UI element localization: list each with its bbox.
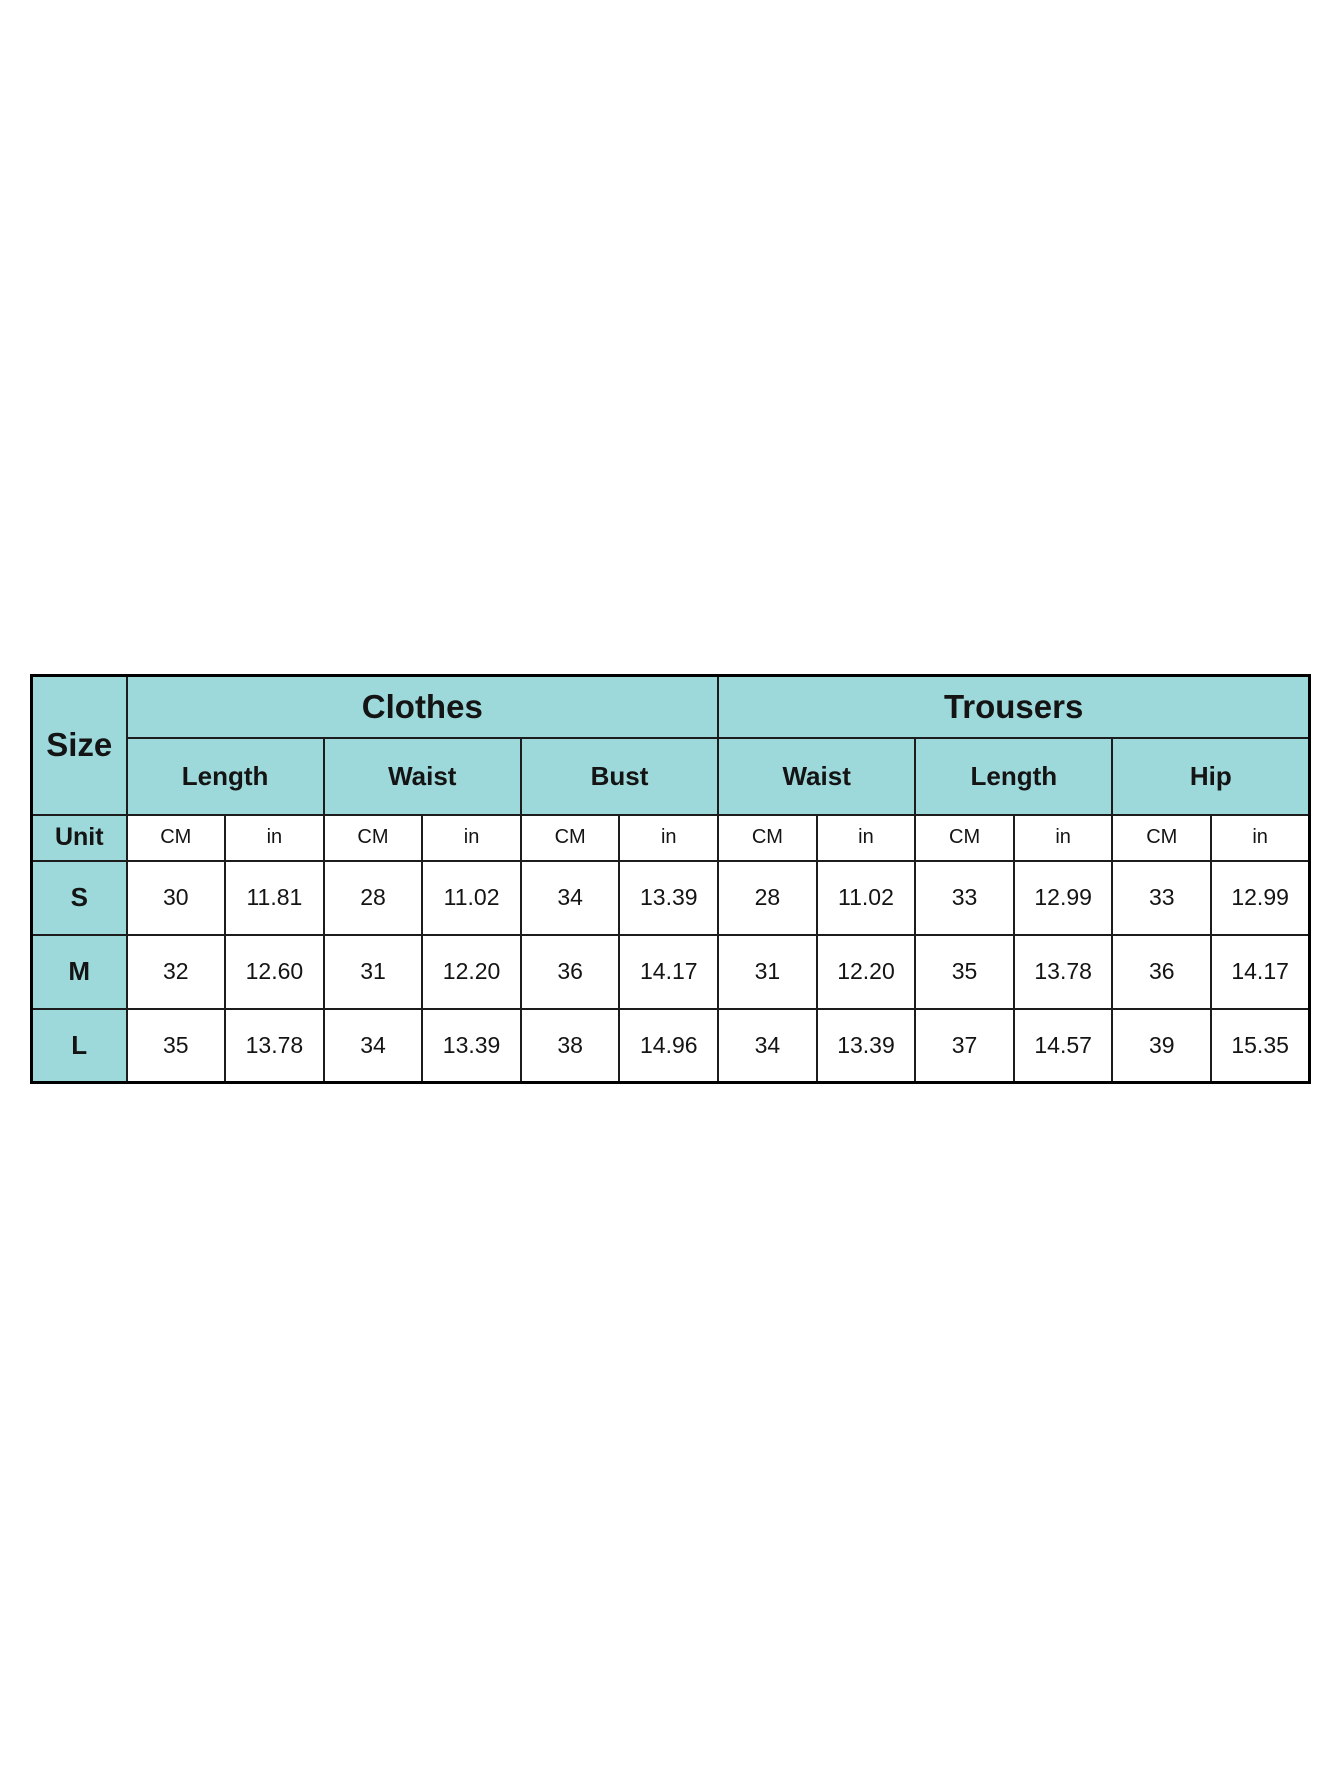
data-cell: 11.02	[422, 861, 521, 935]
size-chart-table	[30, 674, 1311, 1084]
data-cell: 11.02	[817, 861, 916, 935]
data-cell: 39	[1112, 1009, 1211, 1083]
data-cell: 13.39	[422, 1009, 521, 1083]
data-cell: 33	[1112, 861, 1211, 935]
data-cell: 14.17	[1211, 935, 1310, 1009]
table-row-size-m	[32, 935, 1310, 1009]
subheader-trousers-hip: Hip	[1112, 738, 1309, 815]
data-cell: 36	[521, 935, 620, 1009]
subheader-trousers-length: Length	[915, 738, 1112, 815]
data-cell: 12.60	[225, 935, 324, 1009]
unit-cell: CM	[127, 815, 226, 861]
unit-cell: CM	[718, 815, 817, 861]
unit-cell: in	[1211, 815, 1310, 861]
table-row-size-l	[32, 1009, 1310, 1083]
data-cell: 34	[718, 1009, 817, 1083]
data-cell: 13.39	[619, 861, 718, 935]
data-cell: 14.57	[1014, 1009, 1113, 1083]
data-cell: 12.99	[1211, 861, 1310, 935]
data-cell: 34	[324, 1009, 423, 1083]
data-cell: 12.20	[422, 935, 521, 1009]
table-row-size-s	[32, 861, 1310, 935]
unit-cell: CM	[915, 815, 1014, 861]
subheader-clothes-bust: Bust	[521, 738, 718, 815]
data-cell: 33	[915, 861, 1014, 935]
unit-cell: in	[225, 815, 324, 861]
unit-cell: in	[817, 815, 916, 861]
data-cell: 28	[718, 861, 817, 935]
unit-cell: in	[422, 815, 521, 861]
unit-cell: in	[1014, 815, 1113, 861]
data-cell: 34	[521, 861, 620, 935]
size-row-label: L	[32, 1009, 127, 1083]
table-row-group-headers	[32, 676, 1310, 738]
data-cell: 35	[127, 1009, 226, 1083]
data-cell: 28	[324, 861, 423, 935]
subheader-trousers-waist: Waist	[718, 738, 915, 815]
data-cell: 12.99	[1014, 861, 1113, 935]
group-header-clothes: Clothes	[127, 676, 719, 738]
size-row-label: S	[32, 861, 127, 935]
data-cell: 37	[915, 1009, 1014, 1083]
size-row-label: M	[32, 935, 127, 1009]
data-cell: 12.20	[817, 935, 916, 1009]
table-row-units	[32, 815, 1310, 861]
data-cell: 13.78	[225, 1009, 324, 1083]
data-cell: 32	[127, 935, 226, 1009]
data-cell: 38	[521, 1009, 620, 1083]
data-cell: 35	[915, 935, 1014, 1009]
data-cell: 11.81	[225, 861, 324, 935]
group-header-trousers: Trousers	[718, 676, 1310, 738]
unit-cell: CM	[1112, 815, 1211, 861]
data-cell: 14.17	[619, 935, 718, 1009]
unit-cell: in	[619, 815, 718, 861]
data-cell: 13.39	[817, 1009, 916, 1083]
subheader-clothes-waist: Waist	[324, 738, 521, 815]
unit-header-cell: Unit	[32, 815, 127, 861]
data-cell: 36	[1112, 935, 1211, 1009]
subheader-clothes-length: Length	[127, 738, 324, 815]
data-cell: 14.96	[619, 1009, 718, 1083]
data-cell: 31	[324, 935, 423, 1009]
table-row-sub-headers	[32, 738, 1310, 815]
data-cell: 15.35	[1211, 1009, 1310, 1083]
data-cell: 13.78	[1014, 935, 1113, 1009]
data-cell: 31	[718, 935, 817, 1009]
size-header-cell: Size	[32, 676, 127, 815]
unit-cell: CM	[324, 815, 423, 861]
data-cell: 30	[127, 861, 226, 935]
unit-cell: CM	[521, 815, 620, 861]
